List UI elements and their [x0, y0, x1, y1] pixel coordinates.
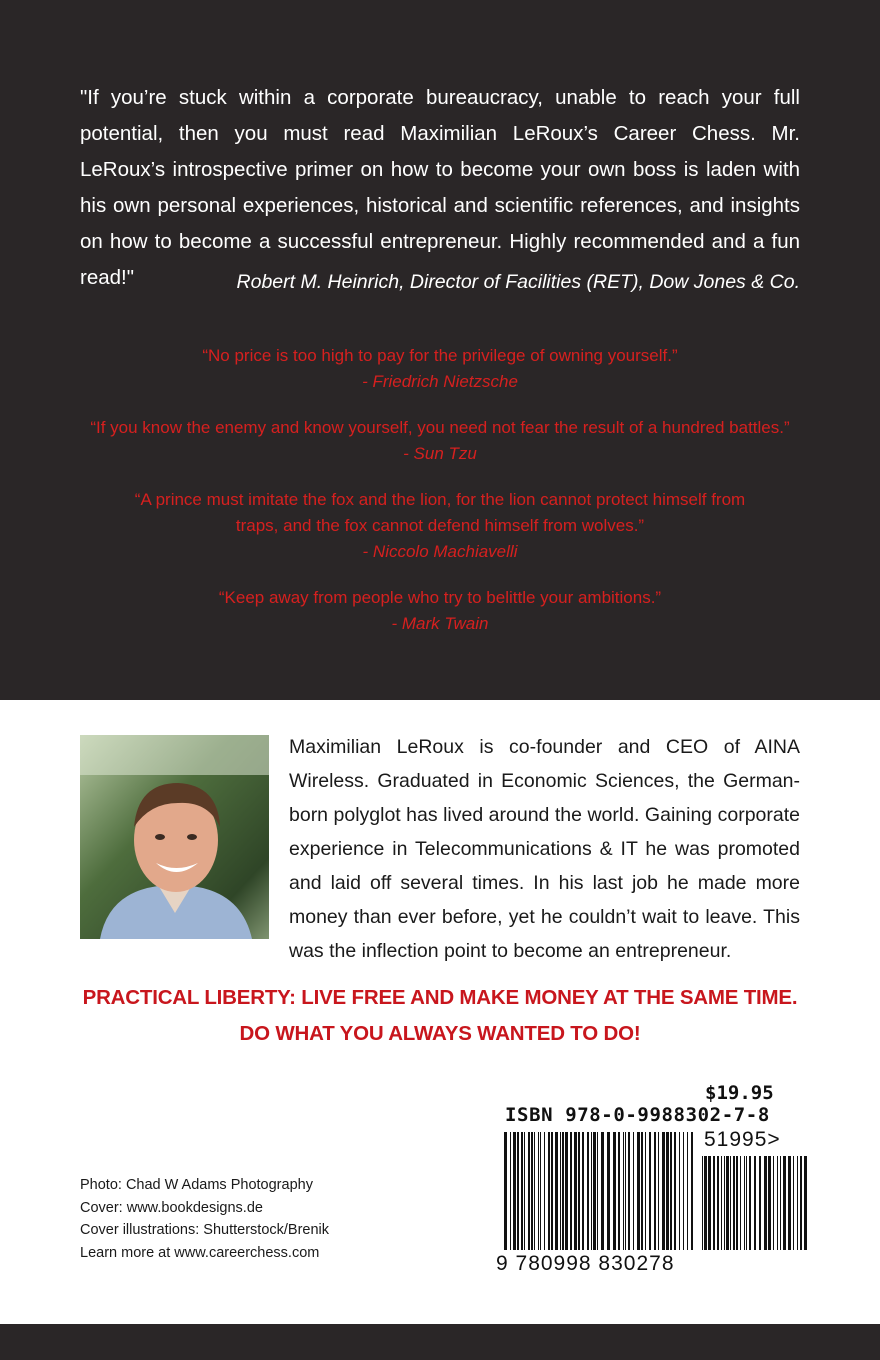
ean-barcode-bars — [504, 1132, 694, 1250]
addon-digits: 51995> — [704, 1128, 781, 1151]
barcode-bar — [601, 1132, 604, 1250]
barcode-bar — [683, 1132, 684, 1250]
barcode-bar — [641, 1132, 643, 1250]
author-bio: Maximilian LeRoux is co-founder and CEO of AINA Wireless. Graduated in Economic Sciences, the German-born polyglot has lived around the world. Gaining corporate experience in Telecommunications & IT he was promoted and laid off several times. In his last job he made more money than ever before, yet he couldn’t wait to leave. This was the inflection point to become an entrepreneur. — [289, 736, 800, 962]
barcode-bar — [744, 1156, 745, 1250]
barcode-bar — [524, 1132, 525, 1250]
barcode-bar — [607, 1132, 610, 1250]
barcode-bar — [625, 1132, 626, 1250]
website-link: Learn more at www.careerchess.com — [80, 1244, 320, 1261]
review-attribution: Robert M. Heinrich, Director of Facilities (RET), Dow Jones & Co. — [236, 271, 800, 293]
barcode-bar — [749, 1156, 751, 1250]
barcode-bar — [713, 1156, 715, 1250]
barcode-bar — [783, 1156, 786, 1250]
ean-digits: 9 780998 830278 — [496, 1252, 675, 1275]
quote-text: “Keep away from people who try to belittle your ambitions.” — [218, 588, 662, 607]
quote-author: - Niccolo Machiavelli — [362, 542, 518, 561]
cover-credit: Cover: www.bookdesigns.de — [80, 1199, 263, 1216]
barcode-bar — [736, 1156, 738, 1250]
bottom-bar — [0, 1324, 880, 1360]
barcode-bar — [764, 1156, 767, 1250]
barcode — [496, 1128, 816, 1280]
barcode-bar — [623, 1132, 624, 1250]
barcode-bar — [717, 1156, 719, 1250]
barcode-bar — [679, 1132, 680, 1250]
barcode-bar — [531, 1132, 533, 1250]
barcode-bar — [548, 1132, 550, 1250]
barcode-bar — [504, 1132, 507, 1250]
barcode-bar — [591, 1132, 592, 1250]
quote-author: - Mark Twain — [391, 614, 489, 633]
price-label: $19.95 — [705, 1082, 774, 1104]
barcode-bar — [560, 1132, 561, 1250]
barcode-bar — [574, 1132, 577, 1250]
barcode-bar — [510, 1132, 511, 1250]
author-photo — [80, 735, 269, 939]
photo-credit: Photo: Chad W Adams Photography — [80, 1177, 313, 1193]
barcode-bar — [528, 1132, 530, 1250]
barcode-bar — [538, 1132, 539, 1250]
quote-text: “No price is too high to pay for the privilege of owning yourself.” — [202, 346, 678, 365]
barcode-bar — [740, 1156, 741, 1250]
barcode-bar — [534, 1132, 535, 1250]
barcode-bar — [597, 1132, 598, 1250]
barcode-bar — [708, 1156, 711, 1250]
barcode-bar — [730, 1156, 731, 1250]
tagline-line-1: PRACTICAL LIBERTY: LIVE FREE AND MAKE MONEY AT THE SAME TIME. — [82, 986, 798, 1009]
barcode-bar — [555, 1132, 558, 1250]
barcode-bar — [804, 1156, 807, 1250]
barcode-bar — [582, 1132, 584, 1250]
barcode-bar — [578, 1132, 580, 1250]
barcode-bar — [593, 1132, 596, 1250]
barcode-bar — [551, 1132, 553, 1250]
tagline-line-2: DO WHAT YOU ALWAYS WANTED TO DO! — [239, 1022, 641, 1045]
barcode-bar — [733, 1156, 735, 1250]
illustrations-credit: Cover illustrations: Shutterstock/Brenik — [80, 1222, 330, 1238]
barcode-bar — [780, 1156, 781, 1250]
barcode-bar — [513, 1132, 516, 1250]
barcode-bar — [800, 1156, 802, 1250]
barcode-bar — [562, 1132, 564, 1250]
quote-nietzsche — [80, 343, 800, 395]
barcode-bar — [570, 1132, 572, 1250]
barcode-bar — [768, 1156, 771, 1250]
isbn-label: ISBN 978-0-9988302-7-8 — [505, 1104, 770, 1126]
barcode-bar — [674, 1132, 676, 1250]
barcode-bar — [633, 1132, 634, 1250]
barcode-bar — [540, 1132, 541, 1250]
barcode-bar — [777, 1156, 778, 1250]
barcode-bar — [618, 1132, 620, 1250]
barcode-bar — [662, 1132, 665, 1250]
barcode-bar — [793, 1156, 794, 1250]
barcode-bar — [658, 1132, 659, 1250]
barcode-bar — [691, 1132, 693, 1250]
barcode-bar — [637, 1132, 640, 1250]
barcode-bar — [759, 1156, 761, 1250]
barcode-bar — [517, 1132, 519, 1250]
credits — [80, 1174, 460, 1264]
addon-barcode-bars — [702, 1156, 810, 1250]
quotes-list — [80, 343, 800, 657]
barcode-bar — [746, 1156, 747, 1250]
barcode-bar — [704, 1156, 707, 1250]
barcode-bar — [773, 1156, 774, 1250]
quote-machiavelli — [80, 487, 800, 565]
barcode-bar — [726, 1156, 729, 1250]
quote-author: - Friedrich Nietzsche — [362, 372, 518, 391]
barcode-bar — [645, 1132, 646, 1250]
barcode-bar — [613, 1132, 616, 1250]
barcode-bar — [721, 1156, 722, 1250]
barcode-bar — [565, 1132, 568, 1250]
barcode-bar — [628, 1132, 630, 1250]
quote-sun-tzu — [80, 415, 800, 467]
barcode-bar — [654, 1132, 656, 1250]
quote-text: “A prince must imitate the fox and the lion, for the lion cannot protect himself from traps, and the fox cannot defend himself from wolves.” — [134, 490, 746, 535]
barcode-bar — [687, 1132, 688, 1250]
barcode-bar — [544, 1132, 545, 1250]
barcode-bar — [521, 1132, 523, 1250]
barcode-bar — [666, 1132, 669, 1250]
review-blurb: "If you’re stuck within a corporate bureaucracy, unable to reach your full potential, then you must read Maximilian LeRoux’s Career Chess. Mr. LeRoux’s introspective primer on how to become your own boss is laden with his own personal experiences, historical and scientific references, and insights on how to become a successful entrepreneur. Highly recommended and a fun read!" — [80, 86, 800, 289]
barcode-bar — [702, 1156, 703, 1250]
author-portrait-image — [80, 735, 269, 939]
barcode-bar — [724, 1156, 725, 1250]
quote-text: “If you know the enemy and know yourself, you need not fear the result of a hundred battles.” — [90, 418, 790, 437]
barcode-bar — [587, 1132, 589, 1250]
barcode-bar — [670, 1132, 672, 1250]
barcode-bar — [797, 1156, 798, 1250]
quote-author: - Sun Tzu — [403, 444, 477, 463]
barcode-bar — [788, 1156, 791, 1250]
barcode-bar — [754, 1156, 756, 1250]
quote-twain — [80, 585, 800, 637]
barcode-bar — [649, 1132, 651, 1250]
